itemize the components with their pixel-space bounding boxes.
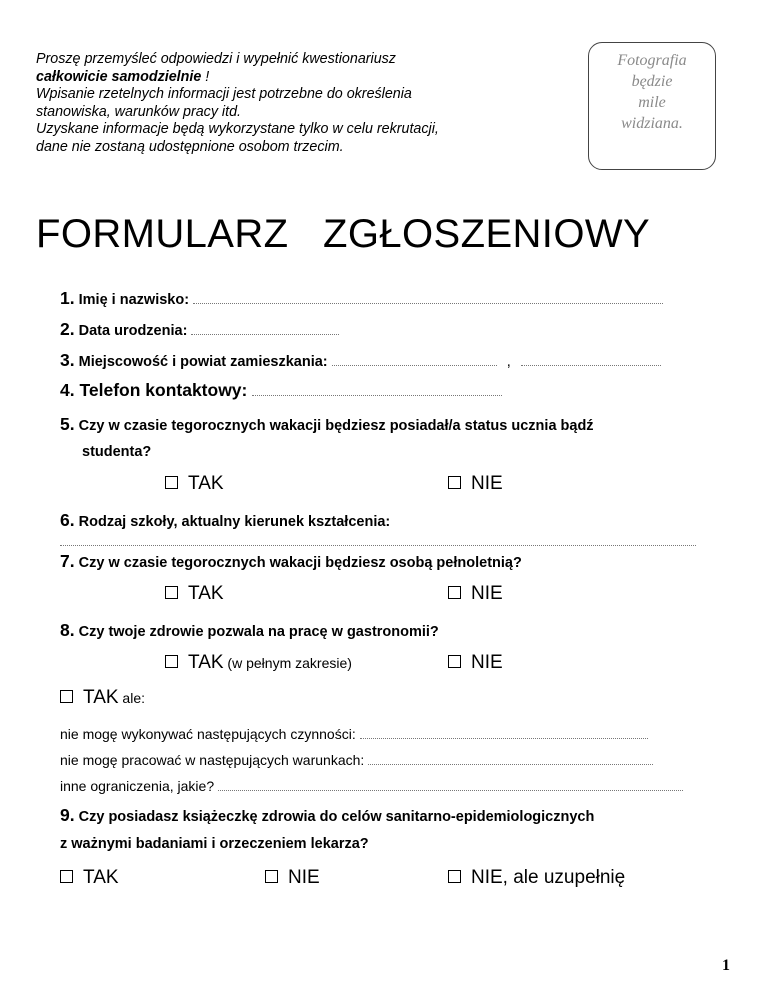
photo-text: widziana. — [621, 115, 683, 132]
line-label: nie mogę wykonywać następujących czynności: — [60, 726, 356, 742]
question-label: Czy posiadasz książeczkę zdrowia do celów sanitarno-epidemiologicznych — [78, 809, 595, 825]
option-label: NIE — [471, 583, 503, 604]
option-label: NIE, ale uzupełnię — [471, 867, 626, 888]
question-3 — [60, 350, 661, 371]
question-5 — [60, 414, 594, 435]
intro-text — [36, 51, 576, 156]
question-9 — [60, 805, 594, 826]
checkbox-icon[interactable] — [448, 586, 461, 599]
q7-option-no[interactable] — [448, 583, 503, 605]
restriction-activities — [60, 726, 648, 742]
option-label: TAK — [188, 583, 224, 604]
question-9-cont: z ważnymi badaniami i orzeczeniem lekarza? — [60, 836, 369, 852]
photo-text: będzie — [631, 73, 673, 90]
option-label: TAK — [83, 687, 119, 708]
checkbox-icon[interactable] — [165, 476, 178, 489]
question-label: Czy w czasie tegorocznych wakacji będziesz posiadał/a status ucznia bądź — [78, 418, 594, 434]
q8-option-yes-but[interactable] — [60, 687, 145, 709]
question-4 — [60, 380, 502, 401]
question-5-cont: studenta? — [82, 444, 152, 460]
question-number: 5. — [60, 414, 75, 434]
option-label: NIE — [471, 652, 503, 673]
option-note: (w pełnym zakresie) — [223, 655, 352, 671]
intro-line: stanowiska, warunków pracy itd. — [36, 103, 242, 120]
conditions-field[interactable] — [368, 764, 653, 765]
question-number: 9. — [60, 805, 75, 825]
checkbox-icon[interactable] — [60, 690, 73, 703]
photo-text: Fotografia — [617, 52, 687, 69]
intro-emphasis: całkowicie samodzielnie — [36, 68, 202, 85]
question-number: 4. — [60, 380, 75, 400]
question-8 — [60, 620, 439, 641]
question-label: Rodzaj szkoły, aktualny kierunek kształcenia: — [78, 514, 391, 530]
question-label: Miejscowość i powiat zamieszkania: — [78, 354, 328, 370]
question-number: 8. — [60, 620, 75, 640]
question-label: Telefon kontaktowy: — [79, 380, 248, 400]
question-label: Czy w czasie tegorocznych wakacji będziesz osobą pełnoletnią? — [78, 555, 522, 571]
birthdate-field[interactable] — [191, 334, 339, 335]
question-number: 3. — [60, 350, 75, 370]
question-label: Data urodzenia: — [78, 323, 188, 339]
q5-option-no[interactable] — [448, 473, 503, 495]
restriction-other — [60, 778, 683, 794]
intro-line-rest: ! — [201, 68, 210, 85]
restriction-conditions — [60, 752, 653, 768]
activities-field[interactable] — [360, 738, 648, 739]
name-field[interactable] — [193, 303, 663, 304]
photo-placeholder — [588, 42, 716, 170]
question-2 — [60, 319, 339, 340]
checkbox-icon[interactable] — [165, 655, 178, 668]
other-field[interactable] — [218, 790, 683, 791]
checkbox-icon[interactable] — [448, 476, 461, 489]
intro-line: Wpisanie rzetelnych informacji jest potrzebne do określenia — [36, 86, 412, 102]
photo-text: mile — [638, 94, 666, 111]
question-7 — [60, 551, 522, 572]
checkbox-icon[interactable] — [165, 586, 178, 599]
option-label: TAK — [188, 652, 224, 673]
question-number: 6. — [60, 510, 75, 530]
county-field[interactable] — [521, 365, 661, 366]
question-number: 1. — [60, 288, 75, 308]
intro-line: Proszę przemyśleć odpowiedzi i wypełnić kwestionariusz — [36, 51, 396, 67]
checkbox-icon[interactable] — [448, 870, 461, 883]
option-note: ale: — [118, 690, 146, 706]
q7-option-yes[interactable] — [165, 583, 224, 605]
intro-line: Uzyskane informacje będą wykorzystane tylko w celu rekrutacji, — [36, 121, 439, 137]
question-number: 2. — [60, 319, 75, 339]
field-separator: , — [506, 354, 511, 370]
option-label: NIE — [288, 867, 320, 888]
school-field[interactable] — [60, 545, 696, 546]
q9-option-yes[interactable] — [60, 867, 119, 889]
checkbox-icon[interactable] — [265, 870, 278, 883]
intro-line — [36, 69, 576, 87]
form-title: FORMULARZ ZGŁOSZENIOWY — [36, 212, 651, 256]
intro-line: dane nie zostaną udostępnione osobom trzecim. — [36, 138, 344, 155]
q9-option-later[interactable] — [448, 867, 625, 889]
q8-option-yes[interactable] — [165, 652, 352, 674]
question-label: Imię i nazwisko: — [78, 292, 190, 308]
q8-option-no[interactable] — [448, 652, 503, 674]
q5-option-yes[interactable] — [165, 473, 224, 495]
page-number: 1 — [722, 957, 730, 974]
checkbox-icon[interactable] — [448, 655, 461, 668]
town-field[interactable] — [332, 365, 497, 366]
question-1 — [60, 288, 663, 309]
q9-option-no[interactable] — [265, 867, 320, 889]
line-label: nie mogę pracować w następujących warunkach: — [60, 752, 365, 768]
question-6 — [60, 510, 390, 531]
question-number: 7. — [60, 551, 75, 571]
question-label: Czy twoje zdrowie pozwala na pracę w gastronomii? — [78, 624, 439, 640]
option-label: NIE — [471, 473, 503, 494]
line-label: inne ograniczenia, jakie? — [60, 778, 215, 794]
checkbox-icon[interactable] — [60, 870, 73, 883]
option-label: TAK — [188, 473, 224, 494]
option-label: TAK — [83, 867, 119, 888]
phone-field[interactable] — [252, 395, 502, 396]
